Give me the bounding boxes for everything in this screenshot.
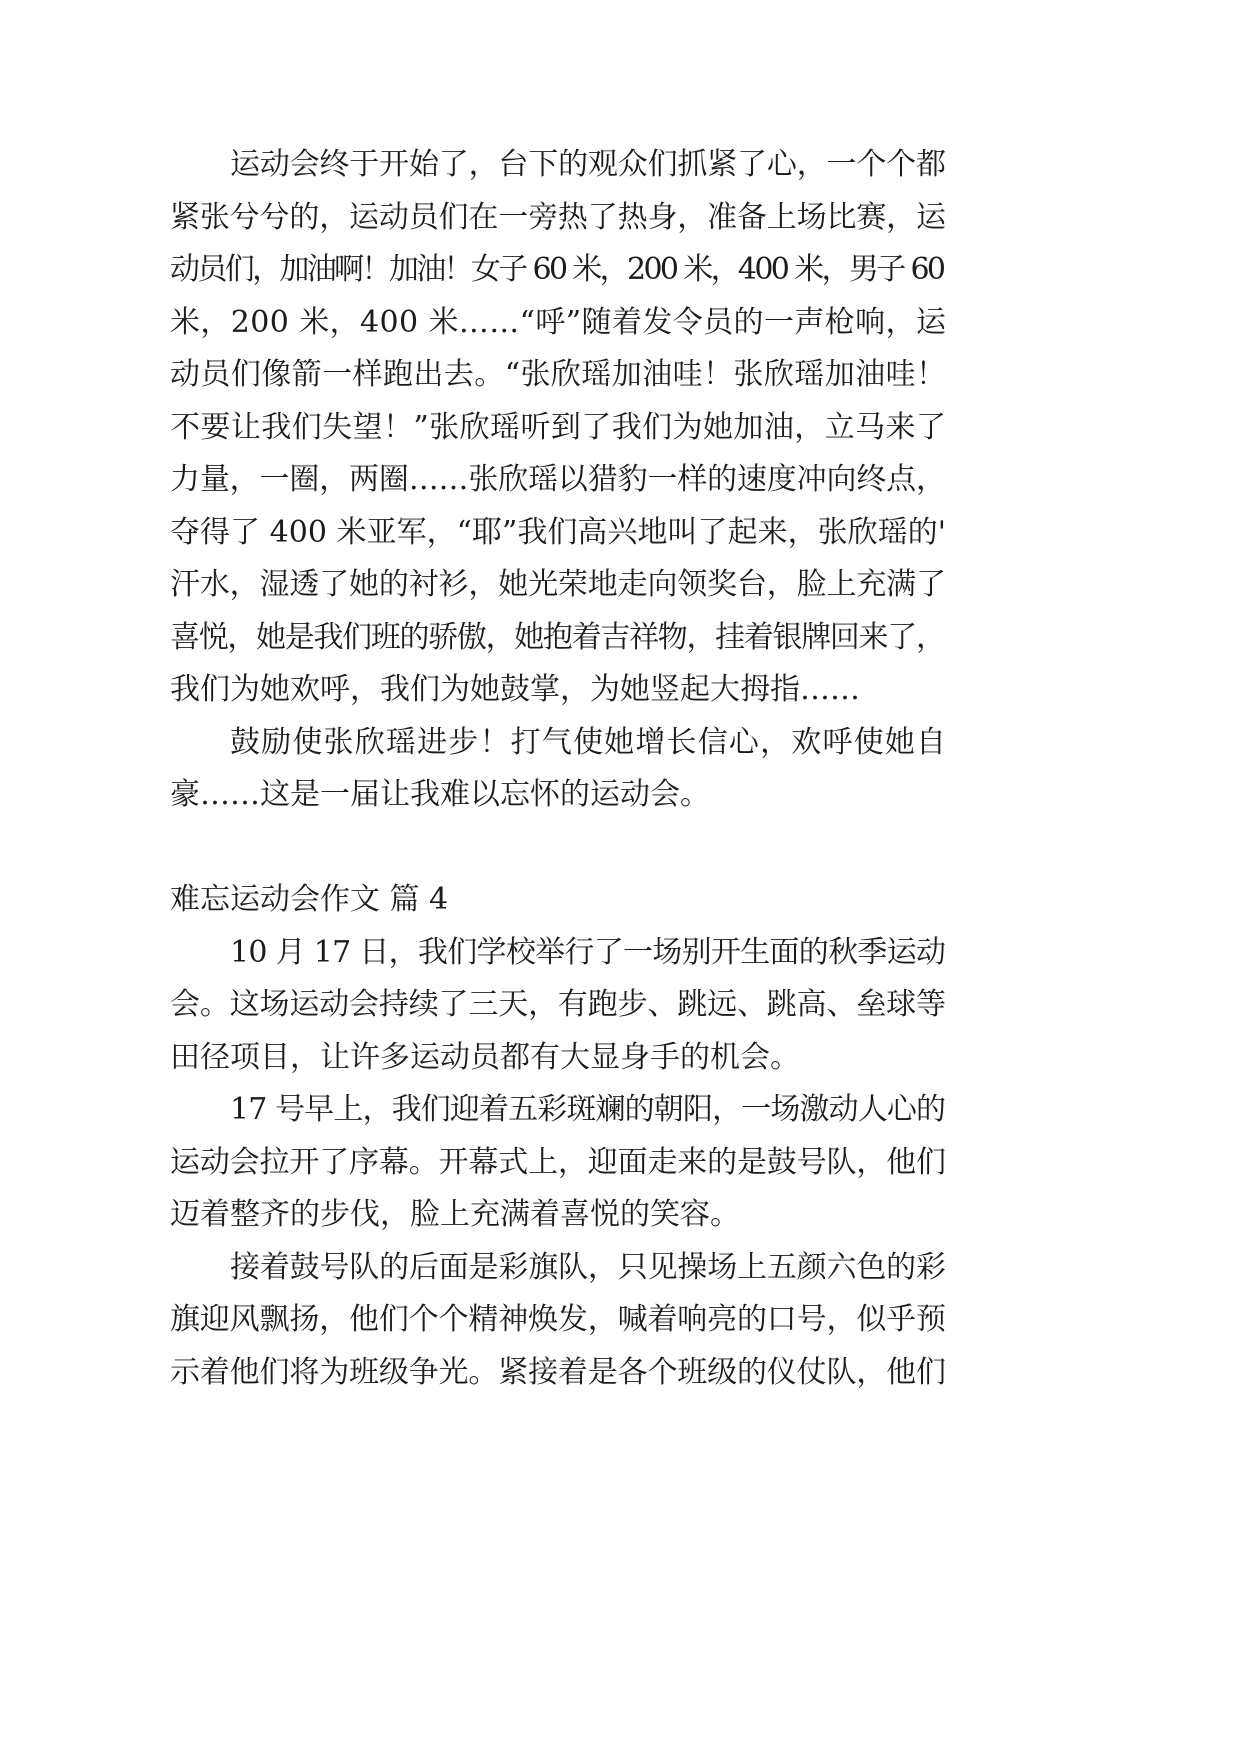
- paragraph-line: 迈着整齐的步伐，脸上充满着喜悦的笑容。: [170, 1197, 740, 1232]
- paragraph-line: 运动会拉开了序幕。开幕式上，迎面走来的是鼓号队，他们: [170, 1144, 946, 1180]
- paragraph-line: 运动会终于开始了，台下的观众们抓紧了心，一个个都: [230, 147, 946, 182]
- paragraph-line: 田径项目，让许多运动员都有大显身手的机会。: [170, 1039, 800, 1075]
- blank-line: [170, 822, 946, 875]
- paragraph-line: 鼓励使张欣瑶进步！打气使她增长信心，欢呼使她自: [230, 724, 948, 760]
- paragraph-line: 豪……这是一届让我难以忘怀的运动会。: [170, 777, 710, 812]
- document-body: [170, 139, 946, 1399]
- paragraph-line: 接着鼓号队的后面是彩旗队，只见操场上五颜六色的彩: [230, 1249, 946, 1285]
- paragraph-line: 米，200 米，400 米……“呼”随着发令员的一声枪响，运: [170, 304, 947, 340]
- paragraph-line: 夺得了 400 米亚军，“耶”我们高兴地叫了起来，张欣瑶的': [170, 514, 947, 550]
- paragraph-line: 动员们，加油啊！加油！女子 60 米，200 米，400 米，男子 60: [170, 252, 944, 287]
- paragraph-line: 紧张兮兮的，运动员们在一旁热了热身，准备上场比赛，运: [170, 199, 946, 235]
- paragraph-line: 示着他们将为班级争光。紧接着是各个班级的仪仗队，他们: [170, 1354, 946, 1390]
- paragraph-line: 喜悦，她是我们班的骄傲，她抱着吉祥物，挂着银牌回来了，: [170, 619, 945, 655]
- paragraph-line: 不要让我们失望！”张欣瑶听到了我们为她加油，立马来了: [170, 409, 947, 445]
- paragraph-line: 会。这场运动会持续了三天，有跑步、跳远、跳高、垒球等: [170, 987, 946, 1022]
- paragraph-line: 动员们像箭一样跑出去。“张欣瑶加油哇！张欣瑶加油哇！: [170, 357, 947, 392]
- paragraph: [170, 139, 946, 717]
- paragraph-line: 力量，一圈，两圈……张欣瑶以猎豹一样的速度冲向终点，: [170, 462, 946, 497]
- paragraph: [170, 927, 946, 1085]
- paragraph: [170, 1242, 946, 1400]
- paragraph-line: 10 月 17 日，我们学校举行了一场别开生面的秋季运动: [230, 934, 946, 970]
- paragraph: [170, 1084, 946, 1242]
- paragraph-line: 汗水，湿透了她的衬衫，她光荣地走向领奖台，脸上充满了: [170, 567, 946, 602]
- paragraph-line: 17 号早上，我们迎着五彩斑斓的朝阳，一场激动人心的: [230, 1092, 946, 1127]
- paragraph-line: 旗迎风飘扬，他们个个精神焕发，喊着响亮的口号，似乎预: [170, 1302, 946, 1337]
- paragraph-line: 我们为她欢呼，我们为她鼓掌，为她竖起大拇指……: [170, 672, 860, 707]
- section-heading: 难忘运动会作文 篇 4: [170, 882, 449, 917]
- paragraph: [170, 717, 946, 822]
